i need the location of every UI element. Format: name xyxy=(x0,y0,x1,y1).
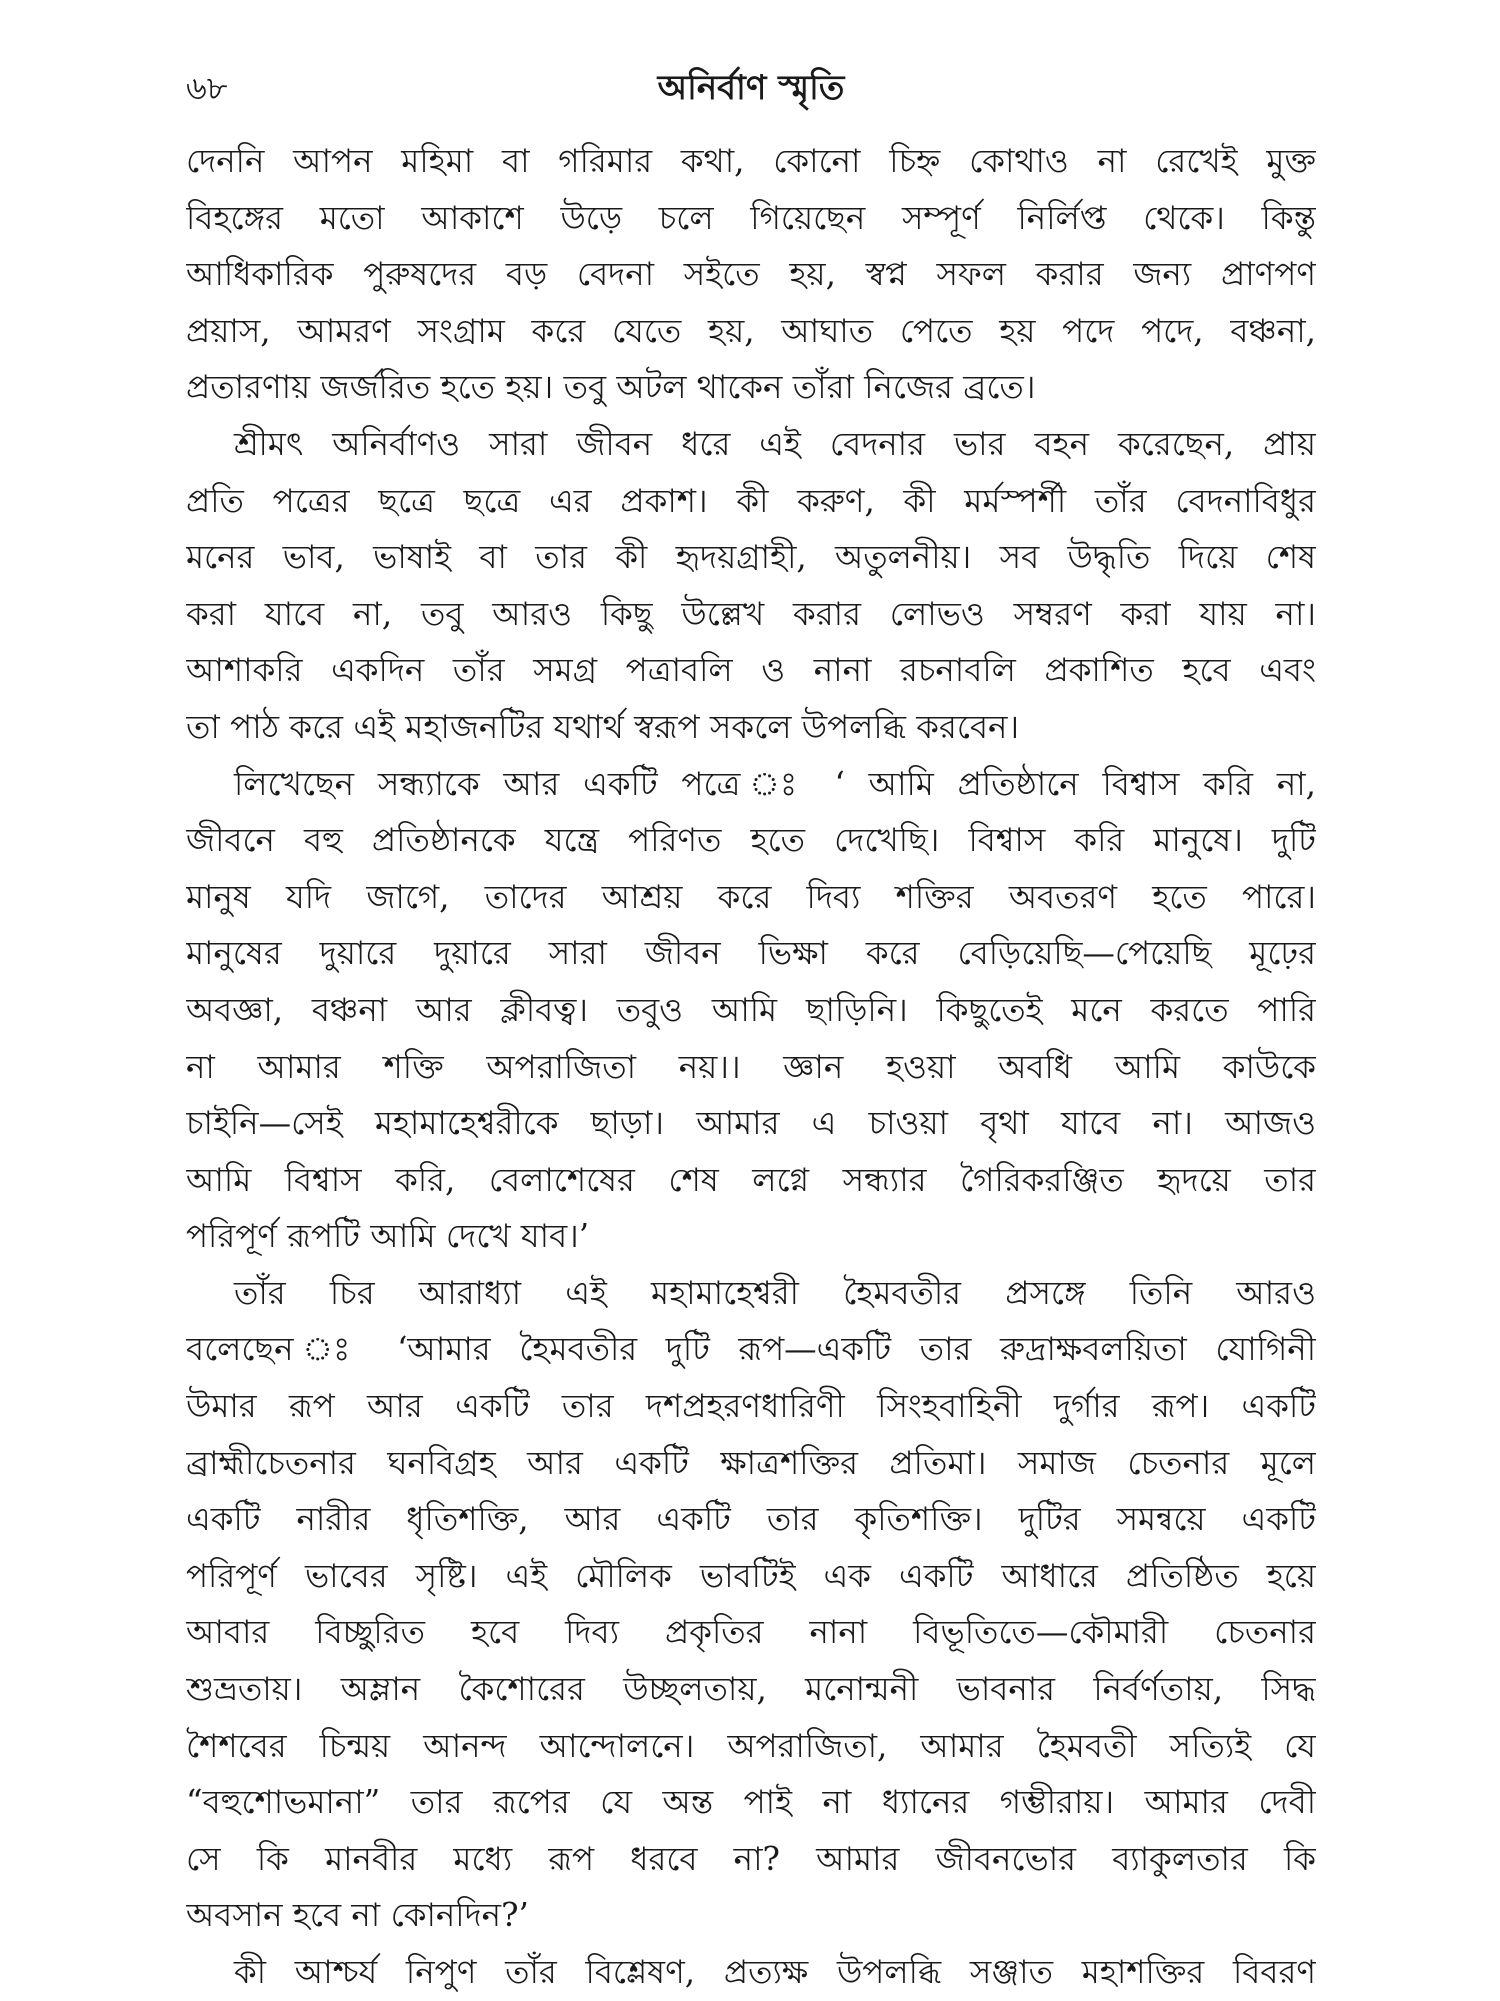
body-text xyxy=(186,133,1316,2001)
text-line: করা যাবে না, তবু আরও কিছু উল্লেখ করার লোভও সম্বরণ করা যায় না। xyxy=(186,594,1316,633)
text-line: প্রয়াস, আমরণ সংগ্রাম করে যেতে হয়, আঘাত পেতে হয় পদে পদে, বঞ্চনা, xyxy=(186,311,1316,350)
text-line: বিহঙ্গের মতো আকাশে উড়ে চলে গিয়েছেন সম্পূর্ণ নির্লিপ্ত থেকে। কিন্তু xyxy=(186,198,1316,237)
paragraph xyxy=(186,416,1316,756)
text-line: তা পাঠ করে এই মহাজনটির যথার্থ স্বরূপ সকলে উপলব্ধি করবেন। xyxy=(186,707,1020,746)
text-line: শ্রীমৎ অনির্বাণও সারা জীবন ধরে এই বেদনার ভার বহন করেছেন, প্রায় xyxy=(234,424,1316,463)
text-line: উমার রূপ আর একটি তার দশপ্রহরণধারিণী সিংহবাহিনী দুর্গার রূপ। একটি xyxy=(186,1387,1316,1426)
paragraph xyxy=(186,756,1316,1265)
text-line: পরিপূর্ণ রূপটি আমি দেখে যাব।’ xyxy=(186,1217,590,1256)
paragraph xyxy=(186,1265,1316,1944)
text-line: প্রতি পত্রের ছত্রে ছত্রে এর প্রকাশ। কী করুণ, কী মর্মস্পর্শী তাঁর বেদনাবিধুর xyxy=(186,481,1316,520)
text-line: চাইনি—সেই মহামাহেশ্বরীকে ছাড়া। আমার এ চাওয়া বৃথা যাবে না। আজও xyxy=(186,1104,1316,1143)
text-line: জীবনে বহু প্রতিষ্ঠানকে যন্ত্রে পরিণত হতে দেখেছি। বিশ্বাস করি মানুষে। দুটি xyxy=(186,821,1316,860)
text-line: না আমার শক্তি অপরাজিতা নয়।। জ্ঞান হওয়া অবধি আমি কাউকে xyxy=(186,1047,1316,1086)
text-line: আবার বিচ্ছুরিত হবে দিব্য প্রকৃতির নানা বিভূতিতে—কৌমারী চেতনার xyxy=(186,1613,1316,1652)
text-line: শুভ্রতায়। অম্লান কৈশোরের উচ্ছলতায়, মনোন্মনী ভাবনার নির্বর্ণতায়, সিদ্ধ xyxy=(186,1670,1316,1709)
text-line: লিখেছেন সন্ধ্যাকে আর একটি পত্রে ঃ ‘ আমি প্রতিষ্ঠানে বিশ্বাস করি না, xyxy=(234,764,1316,803)
text-line: তাঁর চির আরাধ্যা এই মহামাহেশ্বরী হৈমবতীর প্রসঙ্গে তিনি আরও xyxy=(234,1273,1316,1312)
text-line: আমি বিশ্বাস করি, বেলাশেষের শেষ লগ্নে সন্ধ্যার গৈরিকরঞ্জিত হৃদয়ে তার xyxy=(186,1160,1316,1199)
text-line: পরিপূর্ণ ভাবের সৃষ্টি। এই মৌলিক ভাবটিই এক একটি আধারে প্রতিষ্ঠিত হয়ে xyxy=(186,1556,1316,1595)
text-line: কী আশ্চর্য নিপুণ তাঁর বিশ্লেষণ, প্রত্যক্ষ উপলব্ধি সঞ্জাত মহাশক্তির বিবরণ xyxy=(234,1953,1316,1991)
text-line: একটি নারীর ধৃতিশক্তি, আর একটি তার কৃতিশক্তি। দুটির সমন্বয়ে একটি xyxy=(186,1500,1316,1539)
text-line: আশাকরি একদিন তাঁর সমগ্র পত্রাবলি ও নানা রচনাবলি প্রকাশিত হবে এবং xyxy=(186,651,1316,690)
text-line: প্রতারণায় জর্জরিত হতে হয়। তবু অটল থাকেন তাঁরা নিজের ব্রতে। xyxy=(186,368,1036,407)
text-line: সে কি মানবীর মধ্যে রূপ ধরবে না? আমার জীবনভোর ব্যাকুলতার কি xyxy=(186,1839,1316,1878)
running-title: অনির্বাণ স্মৃতি xyxy=(657,68,845,108)
text-line: “বহুশোভমানা” তার রূপের যে অন্ত পাই না ধ্যানের গম্ভীরায়। আমার দেবী xyxy=(186,1783,1316,1822)
paragraph xyxy=(186,1944,1316,2001)
page-header xyxy=(186,58,1316,118)
text-line: মানুষ যদি জাগে, তাদের আশ্রয় করে দিব্য শক্তির অবতরণ হতে পারে। xyxy=(186,877,1316,916)
text-line: দেননি আপন মহিমা বা গরিমার কথা, কোনো চিহ্ন কোথাও না রেখেই মুক্ত xyxy=(186,142,1316,180)
text-line: আধিকারিক পুরুষদের বড় বেদনা সইতে হয়, স্বপ্ন সফল করার জন্য প্রাণপণ xyxy=(186,255,1316,294)
text-line: শৈশবের চিন্ময় আনন্দ আন্দোলনে। অপরাজিতা, আমার হৈমবতী সত্যিই যে xyxy=(186,1726,1316,1765)
text-line: বলেছেন ঃ ‘আমার হৈমবতীর দুটি রূপ—একটি তার রুদ্রাক্ষবলয়িতা যোগিনী xyxy=(186,1330,1316,1369)
paragraph xyxy=(186,133,1316,416)
text-line: অবসান হবে না কোনদিন?’ xyxy=(186,1896,529,1935)
text-line: অবজ্ঞা, বঞ্চনা আর ক্লীবত্ব। তবুও আমি ছাড়িনি। কিছুতেই মনে করতে পারি xyxy=(186,990,1316,1029)
page-number: ৬৮ xyxy=(186,69,228,107)
text-line: ব্রাহ্মীচেতনার ঘনবিগ্রহ আর একটি ক্ষাত্রশক্তির প্রতিমা। সমাজ চেতনার মূলে xyxy=(186,1443,1316,1482)
text-line: মানুষের দুয়ারে দুয়ারে সারা জীবন ভিক্ষা করে বেড়িয়েছি—পেয়েছি মূঢ়ের xyxy=(186,934,1316,973)
text-line: মনের ভাব, ভাষাই বা তার কী হৃদয়গ্রাহী, অতুলনীয়। সব উদ্ধৃতি দিয়ে শেষ xyxy=(186,538,1316,577)
